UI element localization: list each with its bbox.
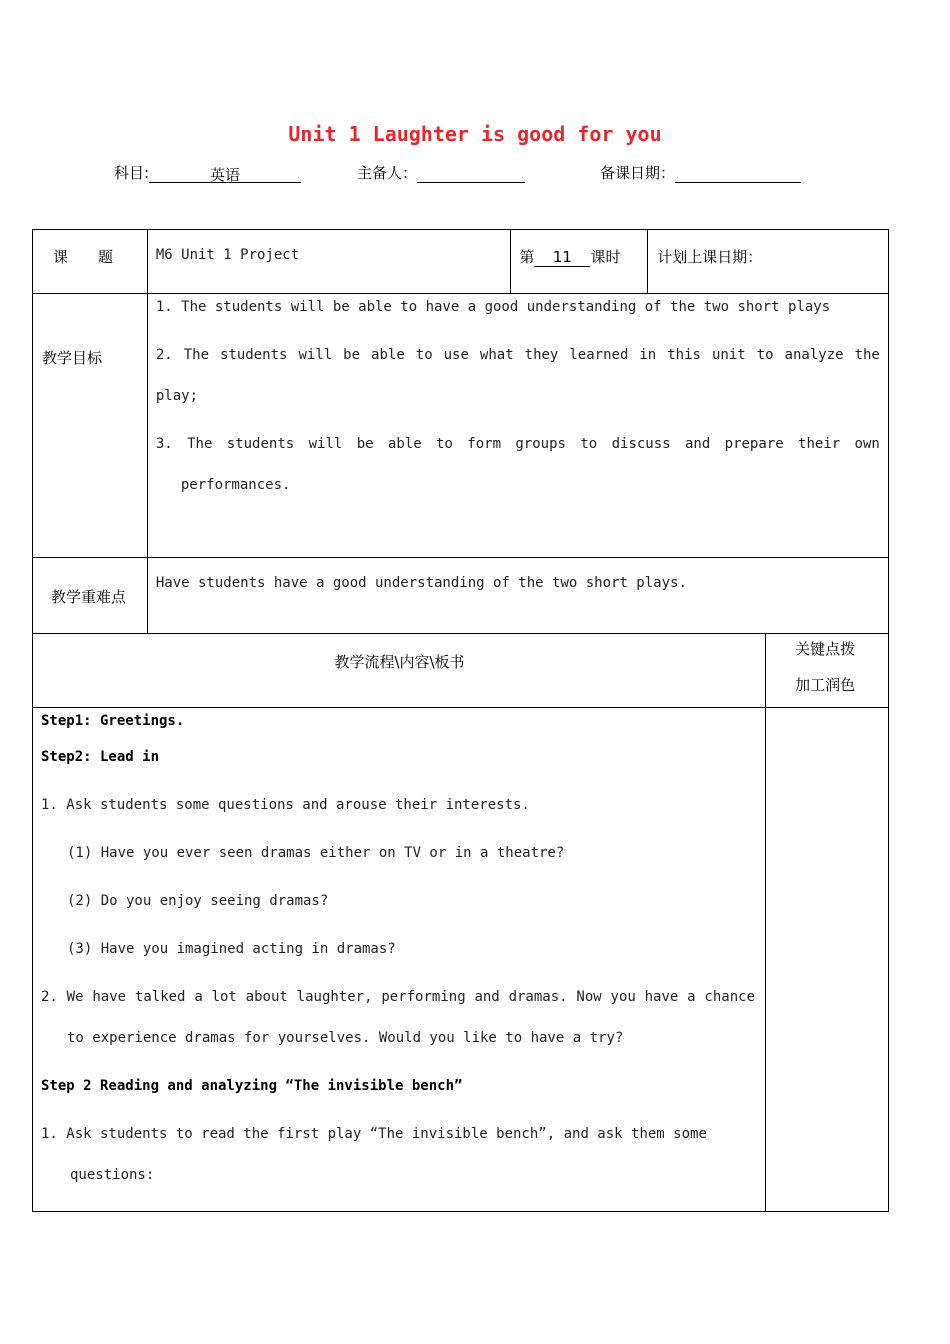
prep-date-label: 备课日期： — [600, 164, 676, 182]
process-header-row — [33, 634, 889, 708]
topic-value: M6 Unit 1 Project — [155, 247, 300, 263]
step1-heading: Step1: Greetings. — [41, 713, 185, 729]
plan-date-cell — [648, 230, 889, 294]
goal-2-continued: play; — [155, 388, 199, 404]
document-title: Unit 1 Laughter is good for you — [288, 122, 662, 146]
plan-date-label: 计划上课日期： — [657, 248, 763, 266]
key-points-content-cell — [147, 558, 888, 634]
step3-heading: Step 2 Reading and analyzing “The invisible bench” — [41, 1078, 463, 1094]
preparer-label: 主备人： — [357, 164, 418, 182]
topic-row — [33, 230, 889, 294]
process-content-cell — [33, 708, 766, 1212]
notes-header-1: 关键点拨 — [795, 640, 856, 658]
goal-2: 2. The students will be able to use what they learned in this unit to analyze the — [155, 347, 880, 363]
topic-label: 课 题 — [53, 248, 114, 266]
notes-header-cell — [766, 634, 889, 708]
subject-label: 科目: — [114, 164, 150, 182]
subject-field — [114, 162, 301, 183]
lesson-number — [519, 246, 620, 267]
goals-row — [33, 294, 889, 558]
item-3-line-1: 1. Ask students to read the first play “The invisible bench”, and ask them some — [41, 1126, 707, 1142]
goals-label-cell — [33, 294, 148, 558]
lesson-prefix: 第 — [519, 248, 535, 266]
lesson-number-cell — [511, 230, 648, 294]
item-2-line-1: 2. We have talked a lot about laughter, performing and dramas. Now you have a chance — [41, 989, 755, 1005]
preparer-field — [357, 162, 525, 183]
lesson-plan-table — [32, 229, 889, 1212]
item-3-line-2: questions: — [70, 1167, 155, 1183]
prep-date-line — [675, 164, 801, 183]
goals-label: 教学目标 — [42, 349, 103, 367]
question-1: (1) Have you ever seen dramas either on TV or in a theatre? — [67, 845, 565, 861]
subject-value: 英语 — [149, 164, 301, 183]
question-2: (2) Do you enjoy seeing dramas? — [67, 893, 329, 909]
lesson-suffix: 课时 — [590, 248, 621, 266]
question-3: (3) Have you imagined acting in dramas? — [67, 941, 396, 957]
lesson-number-value: 11 — [534, 248, 590, 267]
key-points-row — [33, 558, 889, 634]
process-header: 教学流程\内容\板书 — [334, 653, 465, 671]
topic-value-cell — [147, 230, 511, 294]
key-points-label-cell — [33, 558, 148, 634]
key-points-label: 教学重难点 — [51, 588, 127, 606]
key-points-text: Have students have a good understanding of the two short plays. — [155, 575, 687, 591]
process-header-cell — [33, 634, 766, 708]
topic-label-cell — [33, 230, 148, 294]
notes-content-cell — [766, 708, 889, 1212]
item-1: 1. Ask students some questions and arouse their interests. — [41, 797, 530, 813]
content-row — [33, 708, 889, 1212]
notes-header-2: 加工润色 — [795, 676, 856, 694]
goals-content-cell — [147, 294, 888, 558]
goal-3-continued: performances. — [180, 477, 291, 493]
item-2-line-2: to experience dramas for yourselves. Would you like to have a try? — [67, 1030, 624, 1046]
step2-heading: Step2: Lead in — [41, 749, 160, 765]
goal-1: 1. The students will be able to have a good understanding of the two short plays — [155, 299, 831, 315]
goal-3: 3. The students will be able to form groups to discuss and prepare their own — [155, 436, 880, 452]
prep-date-field — [600, 162, 801, 183]
preparer-line — [417, 164, 525, 183]
